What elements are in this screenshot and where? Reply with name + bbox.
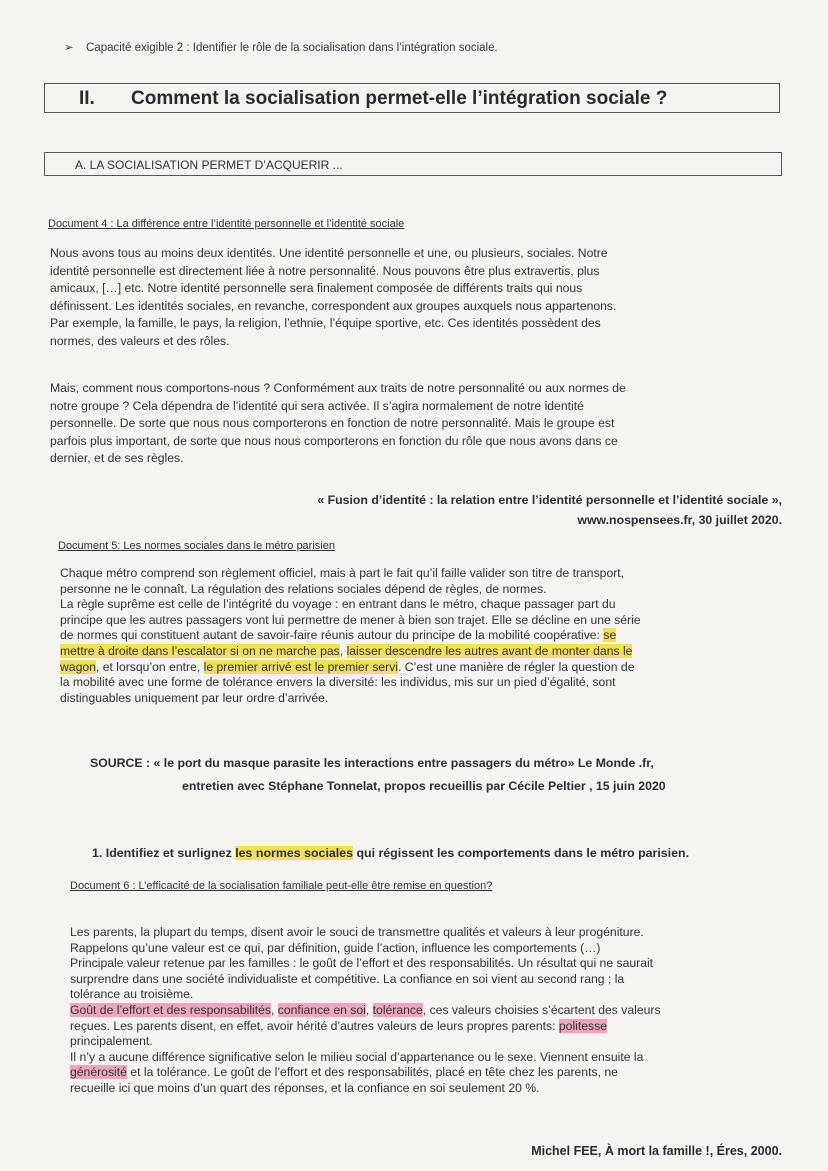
doc4-title: Document 4 : La différence entre l’identité personnelle et l’identité sociale: [48, 218, 405, 230]
doc5-line: personne ne le connaît. La régulation des relations sociales dépend de règles, de normes.: [60, 581, 547, 596]
section-A-box: [44, 152, 782, 176]
highlighted-norm: wagon: [60, 659, 96, 674]
doc4-p2-line: Mais, comment nous comportons-nous ? Conformément aux traits de notre personnalité ou aux normes de: [50, 381, 626, 395]
doc5-line: La règle suprême est celle de l’intégrité du voyage : en entrant dans le métro, chaque passager part du: [60, 597, 616, 612]
question-1-text: qui régissent les comportements dans le métro parisien.: [353, 846, 690, 860]
doc6-title: Document 6 : L’efficacité de la socialisation familiale peut-elle être remise en question?: [70, 880, 493, 892]
doc5-line: [60, 628, 786, 644]
doc6-paragraph: [70, 925, 786, 1097]
doc6-line: surprendre dans une société individualiste et compétitive. La confiance en soi vient au second rang ; la: [70, 971, 625, 986]
doc4-paragraph-2: [50, 380, 790, 468]
doc4-p1-line: Par exemple, la famille, le pays, la religion, l’ethnie, l’équipe sportive, etc. Ces identités possèdent des: [50, 316, 601, 330]
doc6-text: et la tolérance. Le goût de l’effort et des responsabilités, placé en tête chez les parents, ne: [126, 1065, 618, 1080]
doc6-line: recueille ici que moins d’un quart des réponses, et la confiance en soi seulement 20 %.: [70, 1080, 540, 1095]
doc5-paragraph: [60, 566, 786, 706]
doc4-p1-line: définissent. Les identités sociales, en revanche, correspondent aux groupes auxquels nous appartenons.: [50, 298, 617, 313]
highlighted-norm: mettre à droite dans l’escalator si on ne marche pas: [60, 643, 340, 658]
highlighted-value: politesse: [558, 1018, 608, 1033]
doc6-text: ,: [271, 1002, 278, 1017]
question-1: [92, 846, 689, 860]
doc4-p1-line: amicaux, […] etc. Notre identité personnelle sera finalement composée de différents traits qui nous: [50, 281, 583, 295]
highlighted-value: générosité: [70, 1065, 127, 1080]
doc6-text: reçues. Les parents disent, en effet, avoir hérité d’autres valeurs de leurs propres parents:: [70, 1018, 559, 1033]
highlighted-norm: se: [603, 628, 617, 643]
section-A-title: A. LA SOCIALISATION PERMET D’ACQUERIR ...: [75, 158, 343, 172]
highlighted-norm: laisser descendre les autres avant de monter dans le: [346, 643, 633, 658]
section-II-number: II.: [79, 88, 95, 109]
doc5-source-line-2: entretien avec Stéphane Tonnelat, propos recueillis par Cécile Peltier , 15 juin 2020: [182, 779, 666, 793]
section-II-title: Comment la socialisation permet-elle l’intégration sociale ?: [131, 88, 668, 109]
capacite-line: [64, 40, 498, 54]
arrow-bullet-icon: ➢: [64, 42, 74, 54]
doc5-line: [60, 644, 786, 660]
capacite-text: Capacité exigible 2 : Identifier le rôle de la socialisation dans l’intégration sociale.: [86, 42, 498, 54]
doc5-text: , et lorsqu’on entre,: [95, 659, 204, 674]
doc5-source: [90, 752, 666, 798]
doc6-source: Michel FEE, À mort la famille !, Éres, 2000.: [531, 1144, 782, 1158]
doc6-text: ,: [365, 1002, 373, 1017]
doc4-source: [82, 490, 782, 530]
question-1-text: 1. Identifiez et surlignez: [92, 846, 236, 860]
highlighted-value: confiance en soi: [277, 1002, 366, 1017]
highlighted-value: Goût de l’effort et des responsabilités: [70, 1002, 271, 1017]
doc6-line: Les parents, la plupart du temps, disent avoir le souci de transmettre qualités et valeurs à leur progéniture.: [70, 925, 644, 939]
doc5-line: Chaque métro comprend son règlement officiel, mais à part le fait qu’il faille valider son titre de transport,: [60, 566, 625, 580]
highlighted-norm: le premier arrivé est le premier servi: [203, 659, 399, 674]
doc6-line: tolérance au troisième.: [70, 987, 194, 1002]
doc4-p1-line: normes, des valeurs et des rôles.: [50, 333, 230, 348]
doc6-line: [70, 1003, 786, 1019]
doc4-source-line-1: « Fusion d’identité : la relation entre l’identité personnelle et l’identité sociale »,: [317, 493, 782, 507]
doc4-p2-line: notre groupe ? Cela dépendra de l’identité qui sera activée. Il s’agira normalement de notre identité: [50, 398, 584, 413]
doc6-text: , ces valeurs choisies s’écartent des valeurs: [422, 1002, 661, 1017]
doc6-line: [70, 1065, 786, 1081]
doc5-text: ,: [339, 643, 347, 658]
doc4-p1-line: Nous avons tous au moins deux identités. Une identité personnelle et une, ou plusieurs, sociales. Notre: [50, 246, 608, 260]
doc5-line: la mobilité avec une forme de tolérance envers la diversité: les individus, mis sur un pied d’égalité, sont: [60, 675, 616, 690]
doc5-line: distinguables uniquement par leur ordre d’arrivée.: [60, 690, 329, 705]
highlighted-value: tolérance: [372, 1002, 423, 1017]
doc4-source-line-2: www.nospensees.fr, 30 juillet 2020.: [577, 513, 782, 527]
section-II-box: [44, 83, 780, 113]
doc5-title: Document 5: Les normes sociales dans le métro parisien: [58, 540, 335, 552]
doc4-paragraph-1: [50, 245, 790, 350]
doc5-text: de normes qui constituent autant de savoir-faire réunis autour du principe de la mobilité coopérative:: [60, 628, 604, 643]
doc5-source-line-1: SOURCE : « le port du masque parasite les interactions entre passagers du métro» Le Monde .fr,: [90, 756, 654, 770]
doc5-line: principe que les autres passagers vont lui permettre de mener à bien son trajet. Elle se décline en une série: [60, 612, 641, 627]
doc6-line: Rappelons qu’une valeur est ce qui, par définition, guide l’action, influence les comportements (…): [70, 940, 601, 955]
doc6-line: Principale valeur retenue par les familles : le goût de l’effort et des responsabilités. Un résultat qui ne saurait: [70, 956, 654, 971]
doc5-line: [60, 660, 786, 676]
doc4-p2-line: dernier, et de ses règles.: [50, 451, 184, 465]
highlighted-keyword: les normes sociales: [235, 846, 353, 860]
doc6-line: [70, 1019, 786, 1035]
doc4-p2-line: personnelle. De sorte que nous nous comporterons en fonction de notre personnalité. Mais le groupe est: [50, 416, 615, 430]
doc5-text: . C’est une manière de régler la question de: [398, 659, 635, 674]
doc4-p1-line: identité personnelle est directement liée à notre personnalité. Nous pouvons être plus extravertis, plus: [50, 263, 600, 278]
doc4-p2-line: parfois plus important, de sorte que nous nous comporterons en fonction du rôle que nous avons dans ce: [50, 433, 618, 448]
doc6-line: principalement.: [70, 1034, 153, 1049]
doc6-line: Il n’y a aucune différence significative selon le milieu social d’appartenance ou le sexe. Viennent ensuite la: [70, 1049, 644, 1064]
